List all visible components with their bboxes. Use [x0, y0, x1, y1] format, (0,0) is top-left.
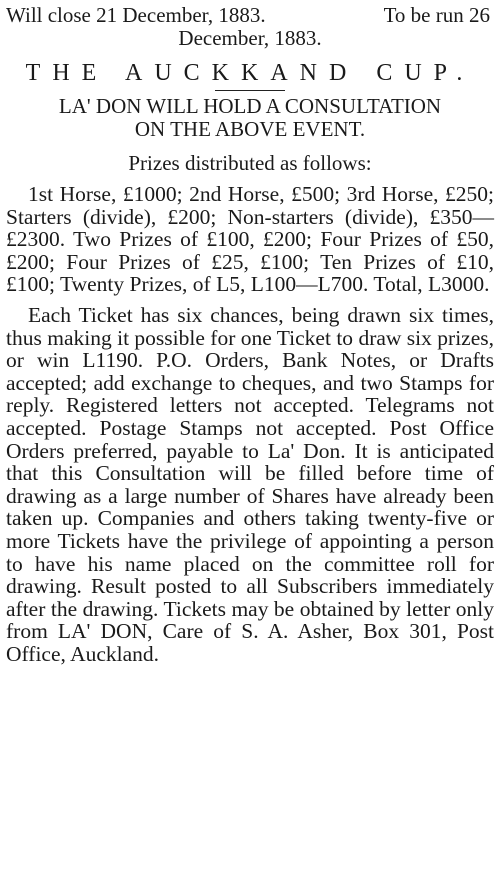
advert-title: THE AUCKKAND CUP.	[25, 60, 475, 86]
run-date-end: December, 1883.	[178, 26, 322, 50]
closing-dates	[6, 4, 494, 50]
prizes-heading: Prizes distributed as follows:	[128, 151, 372, 175]
closing-date: Will close 21 December, 1883.	[6, 3, 266, 27]
subtitle-line-2: ON THE ABOVE EVENT.	[134, 117, 366, 141]
subtitle-line-1: LA' DON WILL HOLD A CONSULTATION	[58, 94, 442, 118]
title-rule	[215, 90, 285, 91]
prizes-paragraph: 1st Horse, £1000; 2nd Horse, £500; 3rd Horse, £250; Starters (divide), £200; Non-starters (divide), £350—£2300. Two Prizes of £100, £200; Four Prizes of £50, £200; Four Prizes of £25, £100; Ten Prizes of £10, £100; Twenty Prizes, of L5, L100—L700. Total, L3000.	[6, 182, 494, 297]
advert-subtitle	[6, 95, 494, 141]
closing-dates-line-1	[6, 4, 494, 27]
run-date-start: To be run 26	[383, 3, 490, 27]
conditions-paragraph: Each Ticket has six chances, being drawn six times, thus making it possible for one Ticket to draw six prizes, or win L1190. P.O. Orders, Bank Notes, or Drafts accepted; add exchange to cheques, and two Stamps for reply. Registered letters not accepted. Telegrams not accepted. Postage Stamps not accepted. Post Office Orders preferred, payable to La' Don. It is anticipated that this Consultation will be filled before time of drawing as a large number of Shares have already been taken up. Companies and others taking twenty-five or more Tickets have the privilege of appointing a person to have his name placed on the committee roll for drawing. Result posted to all Subscribers immediately after the drawing. Tickets may be obtained by letter only from LA' DON, Care of S. A. Asher, Box 301, Post Office, Auckland.	[6, 302, 494, 666]
